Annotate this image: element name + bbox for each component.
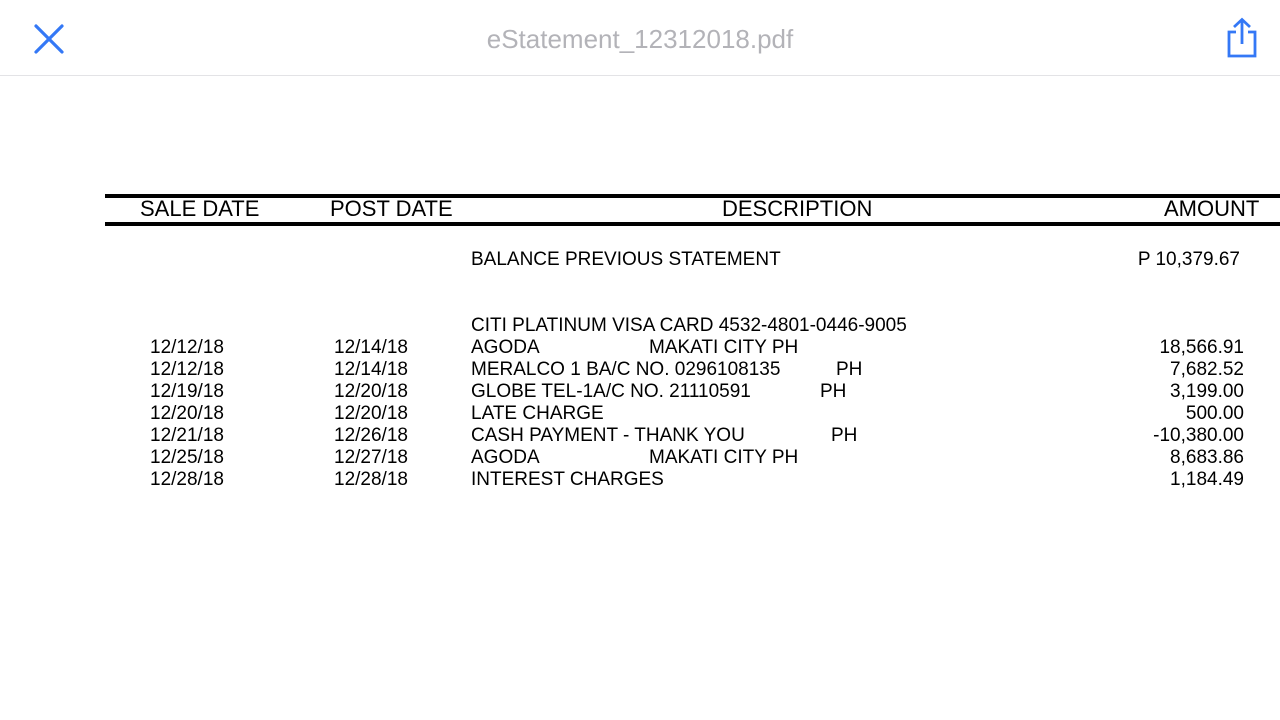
sale-date-cell: 12/12/18 <box>150 337 224 358</box>
pdf-document-view[interactable] <box>0 77 1280 720</box>
amount-cell: -10,380.00 <box>1153 425 1244 446</box>
amount-cell: 500.00 <box>1185 403 1244 424</box>
close-icon <box>33 23 65 55</box>
post-date-cell: 12/14/18 <box>334 337 408 358</box>
amount-cell: 3,199.00 <box>1170 381 1244 402</box>
post-date-cell: 12/14/18 <box>334 359 408 380</box>
location-cell: PH <box>820 381 847 402</box>
amount-cell: 18,566.91 <box>1159 337 1244 358</box>
description-cell: AGODA <box>471 447 540 468</box>
location-cell: PH <box>836 359 863 380</box>
location-cell: MAKATI CITY PH <box>649 337 799 358</box>
description-cell: GLOBE TEL-1A/C NO. 21110591 <box>471 381 751 402</box>
sale-date-cell: 12/12/18 <box>150 359 224 380</box>
location-cell: MAKATI CITY PH <box>649 447 799 468</box>
column-header-post-date: POST DATE <box>330 196 453 221</box>
card-label: CITI PLATINUM VISA CARD 4532-4801-0446-9005 <box>471 315 907 336</box>
header-top-rule <box>105 194 1280 198</box>
share-button[interactable] <box>1218 14 1266 62</box>
post-date-cell: 12/28/18 <box>334 469 408 490</box>
document-title: eStatement_12312018.pdf <box>486 24 794 54</box>
sale-date-cell: 12/19/18 <box>150 381 224 402</box>
sale-date-cell: 12/28/18 <box>150 469 224 490</box>
sale-date-cell: 12/25/18 <box>150 447 224 468</box>
description-cell: INTEREST CHARGES <box>471 469 664 490</box>
top-bar <box>0 0 1280 76</box>
previous-balance-label: BALANCE PREVIOUS STATEMENT <box>471 249 781 270</box>
post-date-cell: 12/20/18 <box>334 381 408 402</box>
column-header-sale-date: SALE DATE <box>140 196 260 221</box>
column-header-description: DESCRIPTION <box>722 196 873 221</box>
description-cell: CASH PAYMENT - THANK YOU <box>471 425 745 446</box>
close-button[interactable] <box>28 18 70 60</box>
post-date-cell: 12/26/18 <box>334 425 408 446</box>
sale-date-cell: 12/20/18 <box>150 403 224 424</box>
sale-date-cell: 12/21/18 <box>150 425 224 446</box>
amount-cell: 1,184.49 <box>1170 469 1244 490</box>
amount-cell: 8,683.86 <box>1170 447 1244 468</box>
description-cell: MERALCO 1 BA/C NO. 0296108135 <box>471 359 781 380</box>
description-cell: AGODA <box>471 337 540 358</box>
column-header-amount: AMOUNT <box>1164 196 1260 221</box>
header-bottom-rule <box>105 222 1280 226</box>
post-date-cell: 12/27/18 <box>334 447 408 468</box>
description-cell: LATE CHARGE <box>471 403 604 424</box>
previous-balance-amount: P 10,379.67 <box>1137 249 1240 270</box>
location-cell: PH <box>831 425 858 446</box>
post-date-cell: 12/20/18 <box>334 403 408 424</box>
amount-cell: 7,682.52 <box>1170 359 1244 380</box>
share-icon <box>1224 17 1260 59</box>
